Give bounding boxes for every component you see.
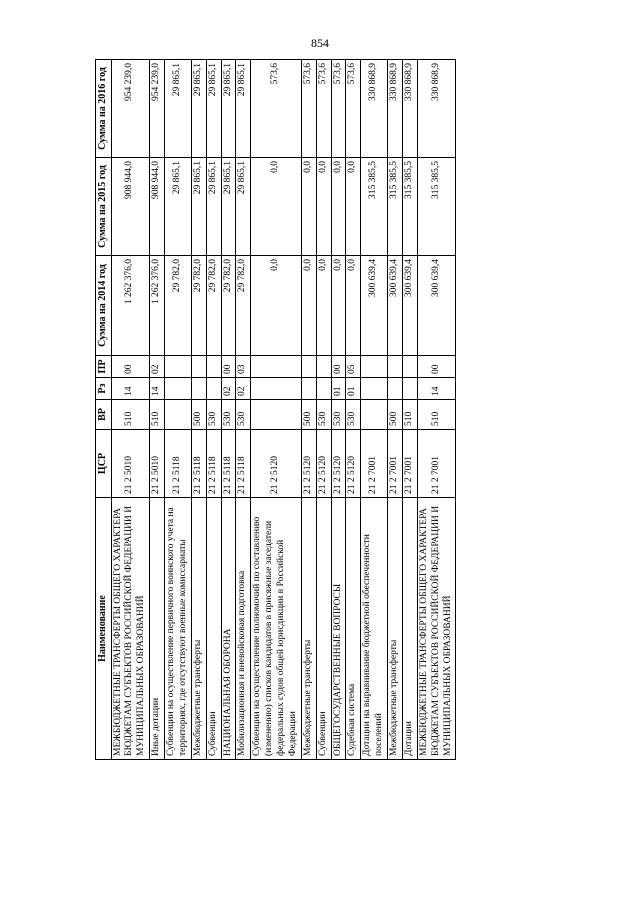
row-2014-cell: 0,0	[251, 256, 302, 356]
row-vr-cell: 510	[417, 400, 456, 430]
row-vr-cell	[361, 400, 388, 430]
row-name-cell: Межбюджетные трансферты	[388, 498, 403, 760]
row-name-cell: МЕЖБЮДЖЕТНЫЕ ТРАНСФЕРТЫ ОБЩЕГО ХАРАКТЕРА БЮДЖЕТАМ СУБЪЕКТОВ РОССИЙСКОЙ ФЕДЕРАЦИИ И МУНИЦИПАЛЬНЫХ ОБРАЗОВАНИЙ	[417, 498, 456, 760]
row-name-cell: МЕЖБЮДЖЕТНЫЕ ТРАНСФЕРТЫ ОБЩЕГО ХАРАКТЕРА БЮДЖЕТАМ СУБЪЕКТОВ РОССИЙСКОЙ ФЕДЕРАЦИИ И МУНИЦИПАЛЬНЫХ ОБРАЗОВАНИЙ	[111, 498, 150, 760]
row-pr-cell	[402, 356, 417, 378]
row-2015-cell: 29 865,1	[191, 158, 206, 256]
budget-table	[95, 59, 456, 760]
row-2015-cell: 29 865,1	[221, 158, 236, 256]
row-2016-cell: 573,6	[301, 60, 316, 158]
row-2014-cell: 29 782,0	[236, 256, 251, 356]
row-rz-cell: 02	[221, 378, 236, 400]
row-vr-cell: 530	[236, 400, 251, 430]
row-name-cell: Субвенции на осуществление полномочий по составлению (изменению) списков кандидатов в присяжные заседатели федеральных судов общей юрисдикции в Российской Федерации	[251, 498, 302, 760]
row-2016-cell: 29 865,1	[221, 60, 236, 158]
row-2015-cell: 0,0	[346, 158, 361, 256]
row-vr-cell: 500	[388, 400, 403, 430]
row-vr-cell	[251, 400, 302, 430]
row-vr-cell: 500	[301, 400, 316, 430]
row-2014-cell: 0,0	[331, 256, 346, 356]
row-2014-cell: 300 639,4	[402, 256, 417, 356]
row-name-cell: Субвенции на осуществление первичного воинского учета на территориях, где отсутствуют военные комиссариаты	[165, 498, 192, 760]
row-pr-cell	[301, 356, 316, 378]
row-pr-cell	[206, 356, 221, 378]
row-pr-cell	[165, 356, 192, 378]
row-name-cell: Межбюджетные трансферты	[301, 498, 316, 760]
header-2016: Сумма на 2016 год	[96, 60, 112, 158]
row-csr-cell: 21 2 7001	[417, 430, 456, 498]
row-pr-cell	[316, 356, 331, 378]
header-vr: ВР	[96, 400, 112, 430]
row-vr-cell: 530	[316, 400, 331, 430]
row-2014-cell: 300 639,4	[388, 256, 403, 356]
row-pr-cell: 05	[346, 356, 361, 378]
row-rz-cell: 01	[331, 378, 346, 400]
table-row	[388, 60, 403, 760]
row-2016-cell: 29 865,1	[206, 60, 221, 158]
row-vr-cell: 530	[331, 400, 346, 430]
row-2016-cell: 954 239,0	[111, 60, 150, 158]
row-rz-cell	[388, 378, 403, 400]
row-name-cell: ОБЩЕГОСУДАРСТВЕННЫЕ ВОПРОСЫ	[331, 498, 346, 760]
header-name: Наименование	[96, 498, 112, 760]
row-2014-cell: 1 262 376,0	[150, 256, 165, 356]
row-name-cell: Дотации	[402, 498, 417, 760]
row-pr-cell: 00	[221, 356, 236, 378]
row-vr-cell: 510	[402, 400, 417, 430]
row-2015-cell: 29 865,1	[206, 158, 221, 256]
row-2015-cell: 315 385,5	[402, 158, 417, 256]
row-csr-cell: 21 2 5118	[221, 430, 236, 498]
row-rz-cell	[251, 378, 302, 400]
row-2016-cell: 573,6	[346, 60, 361, 158]
row-rz-cell: 14	[417, 378, 456, 400]
header-2015: Сумма на 2015 год	[96, 158, 112, 256]
table-row	[111, 60, 150, 760]
row-rz-cell	[402, 378, 417, 400]
row-2015-cell: 908 944,0	[111, 158, 150, 256]
row-2016-cell: 29 865,1	[191, 60, 206, 158]
row-2016-cell: 29 865,1	[165, 60, 192, 158]
row-2014-cell: 300 639,4	[361, 256, 388, 356]
row-rz-cell: 02	[236, 378, 251, 400]
row-2016-cell: 330 868,9	[361, 60, 388, 158]
table-row	[150, 60, 165, 760]
row-2016-cell: 330 868,9	[388, 60, 403, 158]
row-csr-cell: 21 2 7001	[388, 430, 403, 498]
row-vr-cell: 530	[206, 400, 221, 430]
row-csr-cell: 21 2 5120	[301, 430, 316, 498]
row-rz-cell	[361, 378, 388, 400]
header-rz: Рз	[96, 378, 112, 400]
row-2015-cell: 29 865,1	[165, 158, 192, 256]
row-pr-cell	[251, 356, 302, 378]
row-csr-cell: 21 2 7001	[361, 430, 388, 498]
table-row	[221, 60, 236, 760]
row-pr-cell: 00	[331, 356, 346, 378]
header-csr: ЦСР	[96, 430, 112, 498]
row-2015-cell: 0,0	[316, 158, 331, 256]
row-2015-cell: 908 944,0	[150, 158, 165, 256]
page-number: 854	[311, 36, 329, 50]
row-pr-cell: 00	[417, 356, 456, 378]
row-csr-cell: 21 2 5120	[316, 430, 331, 498]
table-row	[331, 60, 346, 760]
row-rz-cell: 14	[150, 378, 165, 400]
table-row	[206, 60, 221, 760]
row-vr-cell	[165, 400, 192, 430]
row-name-cell: Субвенции	[206, 498, 221, 760]
row-vr-cell: 510	[111, 400, 150, 430]
row-csr-cell: 21 2 5010	[150, 430, 165, 498]
row-vr-cell: 500	[191, 400, 206, 430]
row-2016-cell: 330 868,9	[402, 60, 417, 158]
table-row	[361, 60, 388, 760]
row-2014-cell: 300 639,4	[417, 256, 456, 356]
row-name-cell: НАЦИОНАЛЬНАЯ ОБОРОНА	[221, 498, 236, 760]
row-csr-cell: 21 2 5118	[165, 430, 192, 498]
row-2015-cell: 0,0	[331, 158, 346, 256]
row-vr-cell: 530	[221, 400, 236, 430]
table-row	[191, 60, 206, 760]
row-name-cell: Субвенции	[316, 498, 331, 760]
row-2015-cell: 29 865,1	[236, 158, 251, 256]
header-pr: ПР	[96, 356, 112, 378]
row-rz-cell	[165, 378, 192, 400]
row-2016-cell: 573,6	[251, 60, 302, 158]
row-2016-cell: 330 868,9	[417, 60, 456, 158]
row-2015-cell: 315 385,5	[388, 158, 403, 256]
row-2014-cell: 29 782,0	[165, 256, 192, 356]
row-csr-cell: 21 2 5010	[111, 430, 150, 498]
row-vr-cell: 530	[346, 400, 361, 430]
row-name-cell: Мобилизационная и вневойсковая подготовка	[236, 498, 251, 760]
row-2016-cell: 573,6	[316, 60, 331, 158]
header-2014: Сумма на 2014 год	[96, 256, 112, 356]
row-2015-cell: 0,0	[301, 158, 316, 256]
row-csr-cell: 21 2 5118	[206, 430, 221, 498]
row-2014-cell: 29 782,0	[206, 256, 221, 356]
row-pr-cell: 00	[111, 356, 150, 378]
row-vr-cell: 510	[150, 400, 165, 430]
row-rz-cell	[301, 378, 316, 400]
row-2014-cell: 0,0	[346, 256, 361, 356]
row-2014-cell: 0,0	[316, 256, 331, 356]
row-csr-cell: 21 2 5120	[251, 430, 302, 498]
row-2016-cell: 29 865,1	[236, 60, 251, 158]
row-2016-cell: 573,6	[331, 60, 346, 158]
table-body	[111, 60, 456, 760]
row-rz-cell	[316, 378, 331, 400]
table-row	[402, 60, 417, 760]
row-2014-cell: 0,0	[301, 256, 316, 356]
row-name-cell: Иные дотации	[150, 498, 165, 760]
row-csr-cell: 21 2 5120	[331, 430, 346, 498]
row-name-cell: Дотации на выравнивание бюджетной обеспеченности поселений	[361, 498, 388, 760]
row-2014-cell: 1 262 376,0	[111, 256, 150, 356]
row-2016-cell: 954 239,0	[150, 60, 165, 158]
row-csr-cell: 21 2 5118	[236, 430, 251, 498]
row-csr-cell: 21 2 5118	[191, 430, 206, 498]
row-rz-cell	[206, 378, 221, 400]
row-name-cell: Межбюджетные трансферты	[191, 498, 206, 760]
row-pr-cell: 03	[236, 356, 251, 378]
row-pr-cell	[361, 356, 388, 378]
row-pr-cell: 02	[150, 356, 165, 378]
row-pr-cell	[388, 356, 403, 378]
row-2014-cell: 29 782,0	[191, 256, 206, 356]
row-csr-cell: 21 2 7001	[402, 430, 417, 498]
row-rz-cell: 01	[346, 378, 361, 400]
row-2015-cell: 315 385,5	[361, 158, 388, 256]
table-header-row	[96, 60, 112, 760]
table-row	[316, 60, 331, 760]
row-rz-cell: 14	[111, 378, 150, 400]
table-row	[346, 60, 361, 760]
table-row	[251, 60, 302, 760]
row-2015-cell: 315 385,5	[417, 158, 456, 256]
row-pr-cell	[191, 356, 206, 378]
table-row	[417, 60, 456, 760]
row-name-cell: Судебная система	[346, 498, 361, 760]
table-row	[236, 60, 251, 760]
row-2014-cell: 29 782,0	[221, 256, 236, 356]
row-rz-cell	[191, 378, 206, 400]
table-row	[165, 60, 192, 760]
table-row	[301, 60, 316, 760]
row-csr-cell: 21 2 5120	[346, 430, 361, 498]
row-2015-cell: 0,0	[251, 158, 302, 256]
rotated-table-container	[95, 60, 530, 760]
